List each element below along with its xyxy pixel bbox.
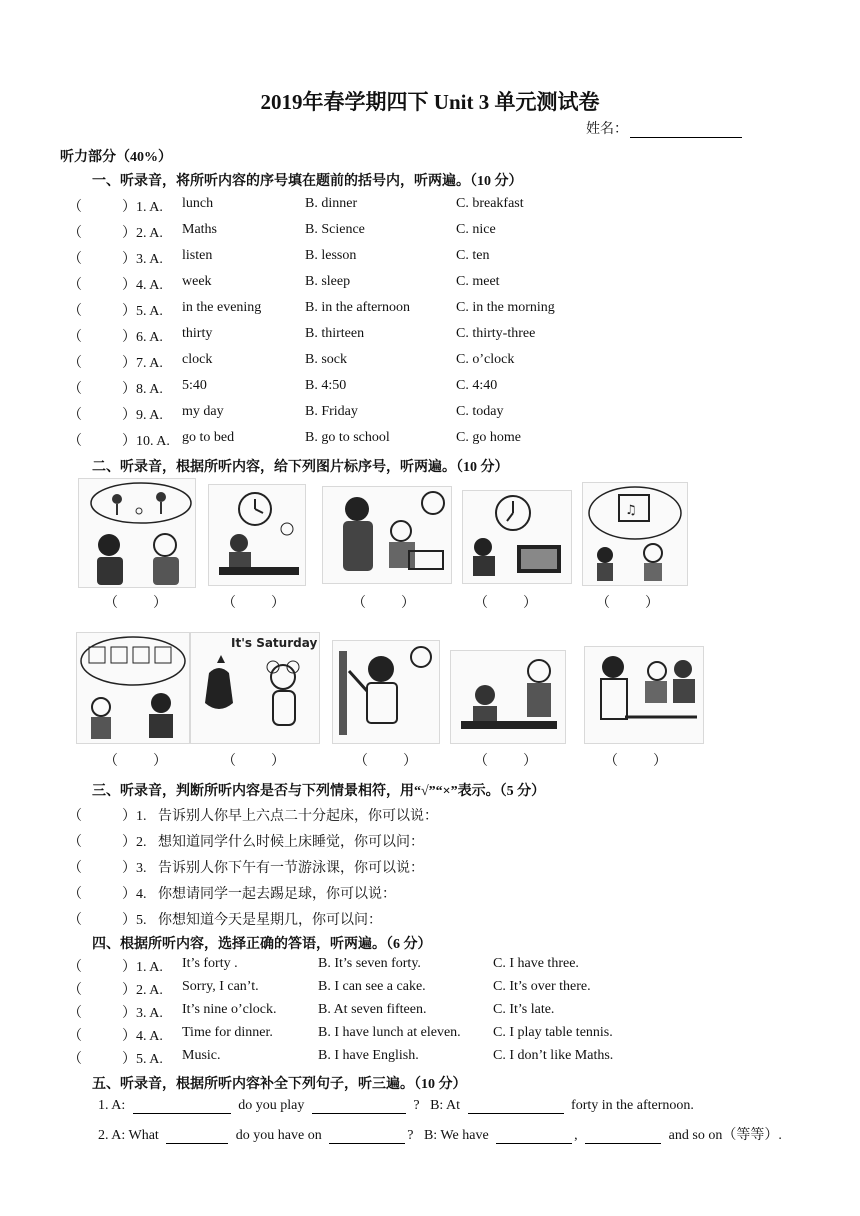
answer-bracket-open[interactable]: （: [68, 356, 82, 371]
option-a: week: [182, 274, 212, 289]
option-b: B. Friday: [305, 404, 358, 419]
q1-part-c: B: At: [430, 1098, 461, 1113]
picture-boy-watching-tv-clock: [462, 490, 572, 584]
q2-blank-4[interactable]: [585, 1130, 661, 1144]
question-number: ）2. A.: [122, 983, 163, 998]
q2-part-a: 2. A: What: [98, 1128, 159, 1143]
option-c: C. go home: [456, 430, 521, 445]
question-row: [0, 1002, 860, 1024]
picture-answer-bracket[interactable]: （ ）: [604, 754, 667, 769]
option-b: B. I have lunch at eleven.: [318, 1025, 461, 1040]
scenario-text: 告诉别人你下午有一节游泳课，你可以说：: [158, 861, 424, 876]
option-c: C. 4:40: [456, 378, 498, 393]
question-number: ）1. A.: [122, 960, 163, 975]
answer-bracket-open[interactable]: （: [68, 408, 82, 423]
option-c: C. nice: [456, 222, 496, 237]
option-a: clock: [182, 352, 213, 367]
section-4-heading: 四、根据所听内容，选择正确的答语，听两遍。（6 分）: [92, 937, 432, 952]
answer-bracket-open[interactable]: （: [68, 835, 82, 850]
option-a: thirty: [182, 326, 213, 341]
fill-in-question-2: [98, 1124, 782, 1144]
option-a: 5:40: [182, 378, 207, 393]
scenario-text: 你想请同学一起去踢足球，你可以说：: [158, 887, 396, 902]
option-b: B. sock: [305, 352, 347, 367]
answer-bracket-open[interactable]: （: [68, 226, 82, 241]
question-row: [0, 274, 860, 296]
option-c: C. It’s over there.: [493, 979, 591, 994]
q2-part-d: and so on（等等）.: [668, 1128, 782, 1143]
question-row: [0, 248, 860, 270]
judgement-row: [0, 883, 860, 905]
option-b: B. thirteen: [305, 326, 365, 341]
picture-children-playing-table-tennis: [584, 646, 704, 744]
answer-bracket-open[interactable]: （: [68, 887, 82, 902]
picture-caption: It's Saturday: [231, 636, 318, 650]
question-row: [0, 1025, 860, 1047]
answer-bracket-open[interactable]: （: [68, 330, 82, 345]
answer-bracket-open[interactable]: （: [68, 861, 82, 876]
q1-part-b: do you play: [238, 1098, 305, 1113]
question-row: [0, 378, 860, 400]
option-a: in the evening: [182, 300, 262, 315]
question-number: ）5.: [122, 913, 147, 928]
q1-part-d: forty in the afternoon.: [571, 1098, 694, 1113]
listening-part-label: 听力部分（40%）: [60, 150, 172, 165]
picture-answer-bracket[interactable]: （ ）: [352, 596, 415, 611]
option-a: my day: [182, 404, 224, 419]
option-b: B. lesson: [305, 248, 357, 263]
picture-boy-at-desk-clock: [208, 484, 306, 586]
option-c: C. thirty-three: [456, 326, 536, 341]
answer-bracket-open[interactable]: （: [68, 434, 82, 449]
picture-answer-bracket[interactable]: （ ）: [596, 596, 659, 611]
section-5-heading: 五、听录音，根据所听内容补全下列句子，听三遍。（10 分）: [92, 1077, 467, 1092]
answer-bracket-open[interactable]: （: [68, 304, 82, 319]
answer-bracket-open[interactable]: （: [68, 960, 82, 975]
answer-bracket-open[interactable]: （: [68, 913, 82, 928]
fill-in-question-1: [98, 1098, 694, 1114]
option-a: go to bed: [182, 430, 235, 445]
option-c: C. I play table tennis.: [493, 1025, 613, 1040]
question-number: ）6. A.: [122, 330, 163, 345]
option-b: B. I have English.: [318, 1048, 419, 1063]
picture-answer-bracket[interactable]: （ ）: [222, 596, 285, 611]
option-a: Time for dinner.: [182, 1025, 273, 1040]
scenario-text: 想知道同学什么时候上床睡觉，你可以问：: [158, 835, 424, 850]
option-b: B. Science: [305, 222, 365, 237]
answer-bracket-open[interactable]: （: [68, 1006, 82, 1021]
option-a: Maths: [182, 222, 217, 237]
question-number: ）3. A.: [122, 1006, 163, 1021]
question-number: ）7. A.: [122, 356, 163, 371]
option-b: B. sleep: [305, 274, 351, 289]
q2-comma: ,: [574, 1128, 578, 1143]
option-b: B. It’s seven forty.: [318, 956, 421, 971]
answer-bracket-open[interactable]: （: [68, 983, 82, 998]
q2-question-mark: ?: [407, 1128, 414, 1143]
picture-children-music-lesson: [582, 482, 688, 586]
picture-timetable-children: [76, 632, 190, 744]
option-a: Sorry, I can’t.: [182, 979, 259, 994]
judgement-row: [0, 857, 860, 879]
name-label: 姓名：: [586, 122, 628, 137]
svg-text:♫: ♫: [625, 503, 637, 518]
option-b: B. At seven fifteen.: [318, 1002, 427, 1017]
question-row: [0, 1048, 860, 1070]
option-a: Music.: [182, 1048, 221, 1063]
question-row: [0, 352, 860, 374]
question-number: ）1. A.: [122, 200, 163, 215]
option-c: C. meet: [456, 274, 500, 289]
question-number: ）5. A.: [122, 304, 163, 319]
answer-bracket-open[interactable]: （: [68, 252, 82, 267]
question-row: [0, 222, 860, 244]
scenario-text: 你想知道今天是星期几，你可以问：: [158, 913, 382, 928]
option-a: lunch: [182, 196, 214, 211]
question-number: ）4. A.: [122, 278, 163, 293]
picture-answer-bracket[interactable]: （ ）: [222, 754, 285, 769]
picture-mother-and-child-reading: [322, 486, 452, 584]
q2-blank-2[interactable]: [329, 1130, 405, 1144]
section-3-heading: 三、听录音，判断所听内容是否与下列情景相符，用“√”“×”表示。（5 分）: [92, 784, 546, 799]
question-number: ）3.: [122, 861, 147, 876]
question-number: ）5. A.: [122, 1052, 163, 1067]
name-field[interactable]: [586, 118, 742, 138]
q1-blank-1[interactable]: [133, 1100, 231, 1114]
picture-its-saturday-rooster-mouse: [190, 632, 320, 744]
judgement-row: [0, 909, 860, 931]
question-number: ）2. A.: [122, 226, 163, 241]
option-c: C. breakfast: [456, 196, 524, 211]
option-c: C. today: [456, 404, 504, 419]
section-2-heading: 二、听录音，根据所听内容，给下列图片标序号，听两遍。（10 分）: [92, 460, 509, 475]
question-row: [0, 956, 860, 978]
question-row: [0, 979, 860, 1001]
option-c: C. o’clock: [456, 352, 515, 367]
answer-bracket-open[interactable]: （: [68, 1029, 82, 1044]
option-a: It’s nine o’clock.: [182, 1002, 277, 1017]
question-number: ）4. A.: [122, 1029, 163, 1044]
answer-bracket-open[interactable]: （: [68, 200, 82, 215]
question-row: [0, 300, 860, 322]
question-row: [0, 404, 860, 426]
question-number: ）1.: [122, 809, 147, 824]
option-c: C. ten: [456, 248, 490, 263]
picture-answer-bracket[interactable]: （ ）: [474, 596, 537, 611]
q1-blank-3[interactable]: [468, 1100, 564, 1114]
picture-answer-bracket[interactable]: （ ）: [354, 754, 417, 769]
scenario-text: 告诉别人你早上六点二十分起床，你可以说：: [158, 809, 438, 824]
picture-boy-waving-clock: [332, 640, 440, 744]
picture-boys-playing-football: [78, 478, 196, 588]
answer-bracket-open[interactable]: （: [68, 809, 82, 824]
answer-bracket-open[interactable]: （: [68, 278, 82, 293]
q1-blank-2[interactable]: [312, 1100, 406, 1114]
question-number: ）3. A.: [122, 252, 163, 267]
q2-blank-1[interactable]: [166, 1130, 228, 1144]
option-b: B. go to school: [305, 430, 390, 445]
q1-part-a: 1. A:: [98, 1098, 126, 1113]
option-c: C. I have three.: [493, 956, 579, 971]
option-b: B. I can see a cake.: [318, 979, 426, 994]
q2-blank-3[interactable]: [496, 1130, 572, 1144]
picture-answer-bracket[interactable]: （ ）: [104, 754, 167, 769]
answer-bracket-open[interactable]: （: [68, 382, 82, 397]
question-number: ）9. A.: [122, 408, 163, 423]
q2-part-c: B: We have: [423, 1128, 489, 1143]
option-c: C. I don’t like Maths.: [493, 1048, 614, 1063]
question-number: ）8. A.: [122, 382, 163, 397]
option-a: listen: [182, 248, 213, 263]
option-b: B. in the afternoon: [305, 300, 410, 315]
option-a: It’s forty .: [182, 956, 238, 971]
option-b: B. dinner: [305, 196, 358, 211]
page-title: 2019年春学期四下 Unit 3 单元测试卷: [260, 90, 600, 114]
picture-answer-bracket[interactable]: （ ）: [474, 754, 537, 769]
question-row: [0, 196, 860, 218]
q1-question-mark: ?: [413, 1098, 420, 1113]
name-blank[interactable]: [630, 123, 742, 138]
option-c: C. in the morning: [456, 300, 555, 315]
question-row: [0, 326, 860, 348]
question-number: ）2.: [122, 835, 147, 850]
q2-part-b: do you have on: [235, 1128, 322, 1143]
judgement-row: [0, 831, 860, 853]
picture-family-dinner: [450, 650, 566, 744]
option-b: B. 4:50: [305, 378, 347, 393]
answer-bracket-open[interactable]: （: [68, 1052, 82, 1067]
question-number: ）10. A.: [122, 434, 170, 449]
section-1-heading: 一、听录音，将所听内容的序号填在题前的括号内，听两遍。（10 分）: [92, 174, 523, 189]
question-row: [0, 430, 860, 452]
question-number: ）4.: [122, 887, 147, 902]
picture-answer-bracket[interactable]: （ ）: [104, 596, 167, 611]
option-c: C. It’s late.: [493, 1002, 555, 1017]
judgement-row: [0, 805, 860, 827]
